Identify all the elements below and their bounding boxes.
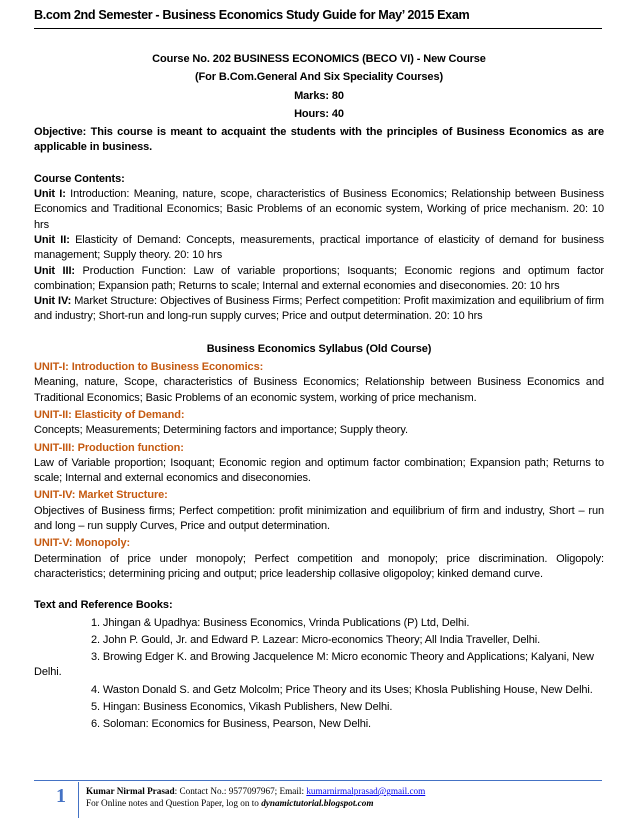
unit-3-label: Unit III: (34, 264, 75, 277)
footer-text (86, 785, 425, 809)
book-item-3: 3. Browing Edger K. and Browing Jacquelence M: Micro economic Theory and Applications; Kalyani, New Delhi. (34, 651, 594, 679)
book-item-4: 4. Waston Donald S. and Getz Molcolm; Price Theory and its Uses; Khosla Publishing House, New Delhi. (91, 683, 593, 696)
website-link[interactable]: dynamictutorial.blogspot.com (261, 798, 374, 808)
course-subtitle: (For B.Com.General And Six Speciality Courses) (194, 71, 444, 84)
unit-1-text: Introduction: Meaning, nature, scope, characteristics of Business Economics; Relationship between Business Economics and Traditional Economics; Basic Problems of an economic system, Working of price mechanism. 20: 10 hrs (34, 188, 604, 231)
footer-vertical-divider (78, 782, 79, 818)
old-unit-4-text: Objectives of Business firms; Perfect competition: profit minimization and equilibrium of firm and industry, Short – run and long – run supply Curves, Price and output determination. (34, 504, 604, 533)
unit-4-label: Unit IV: (34, 295, 72, 308)
unit-4-text: Market Structure: Objectives of Business Firms; Perfect competition: Profit maximization and equilibrium of firm and industry; Short-run and long-run supply curves; Price and output determination. 20: 10 hrs (34, 295, 604, 323)
unit-2 (34, 233, 604, 264)
notes-text: For Online notes and Question Paper, log on to (86, 798, 262, 808)
old-unit-2-text: Concepts; Measurements; Determining factors and importance; Supply theory. (34, 424, 408, 437)
page-number: 1 (56, 785, 66, 807)
footer-notes-line (86, 797, 425, 809)
old-unit-3-text: Law of Variable proportion; Isoquant; Economic region and optimum factor combination; Expansion path; Returns to scale; Internal and external economics and diseconomies. (34, 456, 604, 485)
main-content (34, 52, 604, 733)
books-heading: Text and Reference Books: (34, 599, 173, 612)
old-unit-5-text: Determination of price under monopoly; Perfect competition and monopoly; price discrimination. Oligopoly: characteristics; determining pricing and output; price leadership collasive oligopoloy; kinked demand curve. (34, 552, 604, 580)
unit-1 (34, 187, 604, 233)
unit-4 (34, 294, 604, 325)
old-unit-1-text: Meaning, nature, Scope, characteristics of Business Economics; Relationship between Business Economics and Traditional Economics; Basic Problems of an economic system, working of price mechanism. (34, 376, 604, 404)
book-item-5: 5. Hingan: Business Economics, Vikash Publishers, New Delhi. (91, 700, 393, 713)
book-item-6: 6. Soloman: Economics for Business, Pearson, New Delhi. (91, 718, 372, 731)
book-item-1: 1. Jhingan & Upadhya: Business Economics, Vrinda Publications (P) Ltd, Delhi. (91, 616, 470, 629)
book-item-2: 2. John P. Gould, Jr. and Edward P. Lazear: Micro-economics Theory; All India Traveller, Delhi. (91, 633, 541, 646)
course-hours: Hours: 40 (294, 107, 344, 120)
unit-3 (34, 264, 604, 295)
footer-divider (34, 780, 602, 781)
unit-2-text: Elasticity of Demand: Concepts, measurements, practical importance of elasticity of demand for business management; Supply theory. 20: 10 hrs (34, 233, 604, 262)
document-header-title: B.com 2nd Semester - Business Economics Study Guide for May’ 2015 Exam (34, 8, 470, 22)
header-divider (34, 28, 602, 29)
author-name: Kumar Nirmal Prasad (86, 786, 175, 796)
old-unit-5-title: UNIT-V: Monopoly: (34, 537, 131, 550)
unit-1-label: Unit I: (34, 188, 66, 201)
old-unit-2-title: UNIT-II: Elasticity of Demand: (34, 408, 185, 421)
course-marks: Marks: 80 (294, 89, 344, 102)
old-unit-4-title: UNIT-IV: Market Structure: (34, 489, 168, 502)
course-contents-heading: Course Contents: (34, 172, 125, 185)
unit-3-text: Production Function: Law of variable proportions; Isoquants; Economic regions and optimum factor combination; Expansion path; Returns to scale; Internal and external economies and diseconomies. 20: 10 hrs (34, 264, 604, 292)
objective: Objective: This course is meant to acquaint the students with the principles of Business Economics as are applicable in business. (34, 126, 604, 154)
footer-contact-line (86, 785, 425, 797)
old-syllabus-heading: Business Economics Syllabus (Old Course) (206, 342, 432, 355)
email-link[interactable]: kumarnirmalprasad@gmail.com (306, 786, 426, 796)
old-unit-3-title: UNIT-III: Production function: (34, 441, 184, 454)
old-unit-1-title: UNIT-I: Introduction to Business Economics: (34, 361, 264, 374)
contact-info: : Contact No.: 9577097967; Email: (174, 786, 307, 796)
unit-2-label: Unit II: (34, 233, 70, 246)
course-title: Course No. 202 BUSINESS ECONOMICS (BECO VI) - New Course (152, 53, 486, 65)
